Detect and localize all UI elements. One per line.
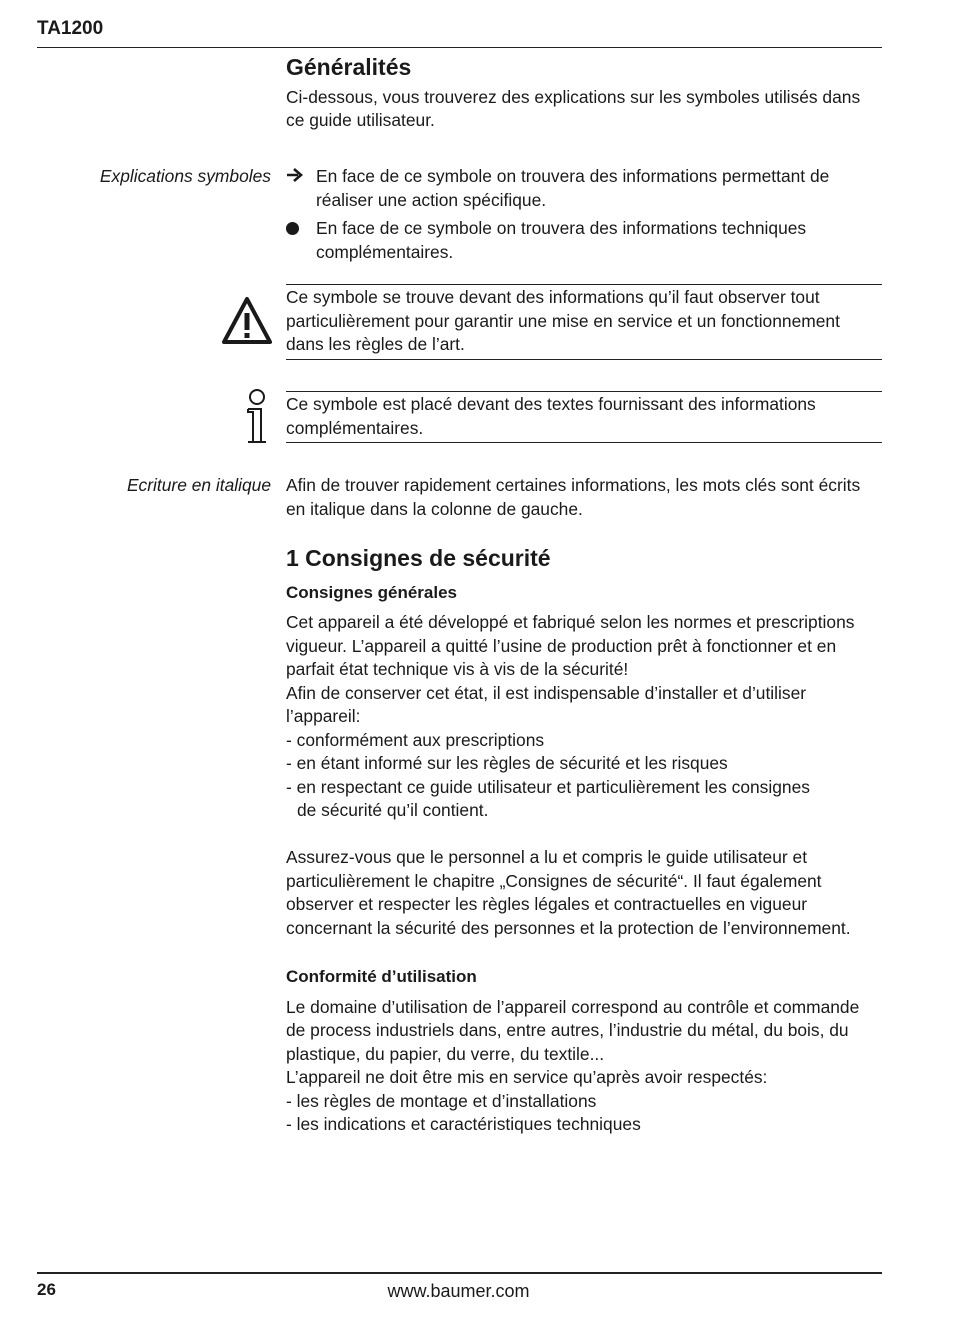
list-item: de sécurité qu’il contient. bbox=[297, 800, 489, 820]
section-generalites bbox=[286, 56, 882, 133]
general-paragraph-1: Cet appareil a été développé et fabriqué selon les normes et prescriptions vigueur. L’appareil a quitté l’usine de production prêt à fonctionner et en parfait état technique vis à vis de la sécurité! bbox=[286, 612, 855, 679]
conformite-paragraph-1: Le domaine d’utilisation de l’appareil correspond au contrôle et commande de process industriels dans, entre autres, l’industrie du métal, du bois, du plastique, du papier, du verre, du textile... bbox=[286, 996, 860, 1064]
arrow-right-icon bbox=[286, 165, 308, 192]
page-number: 26 bbox=[37, 1280, 56, 1299]
section-securite bbox=[286, 547, 882, 1137]
conformite-paragraph-2: L’appareil ne doit être mis en service qu’après avoir respectés: bbox=[286, 1067, 768, 1087]
list-item: - les règles de montage et d’installations bbox=[286, 1090, 597, 1111]
info-text: Ce symbole est placé devant des textes fournissant des informations complémentaires. bbox=[286, 394, 816, 438]
general-paragraph-2: Afin de conserver cet état, il est indispensable d’installer et d’utiliser l’appareil: bbox=[286, 682, 807, 726]
footer-rule bbox=[37, 1272, 882, 1274]
symbol-arrow-row bbox=[286, 165, 882, 212]
list-item: - conformément aux prescriptions bbox=[286, 729, 545, 750]
subheading-consignes-generales: Consignes générales bbox=[286, 582, 458, 602]
subheading-conformite: Conformité d’utilisation bbox=[286, 967, 477, 986]
info-bottom-rule bbox=[286, 442, 882, 443]
side-label-italique: Ecriture en italique bbox=[126, 475, 271, 495]
symbol-arrow-text: En face de ce symbole on trouvera des informations permettant de réaliser une action spécifique. bbox=[316, 166, 830, 210]
symbol-dot-row bbox=[286, 217, 882, 264]
section-title-securite: 1 Consignes de sécurité bbox=[286, 545, 551, 571]
warning-text: Ce symbole se trouve devant des informations qu’il faut observer tout particulièrement pour garantir une mise en service et un fonctionnement dans les règles de l’art. bbox=[286, 287, 840, 354]
list-item: - en étant informé sur les règles de sécurité et les risques bbox=[286, 753, 728, 773]
header-rule bbox=[37, 47, 882, 48]
side-label-symboles: Explications symboles bbox=[99, 166, 271, 186]
generalites-intro: Ci-dessous, vous trouverez des explications sur les symboles utilisés dans ce guide utilisateur. bbox=[286, 86, 861, 130]
warning-top-rule bbox=[286, 284, 882, 285]
info-top-rule bbox=[286, 391, 882, 392]
footer-url: www.baumer.com bbox=[387, 1281, 530, 1301]
list-item: - en respectant ce guide utilisateur et particulièrement les consignes bbox=[286, 776, 810, 797]
general-paragraph-3: Assurez-vous que le personnel a lu et compris le guide utilisateur et particulièrement le chapitre „Consignes de sécurité“. Il faut également observer et respecter les règles légales et contractuelles en vigueur concernant la sécurité des personnes et la protection de l’environnement. bbox=[286, 847, 851, 938]
bullet-dot-icon bbox=[286, 217, 308, 242]
warning-triangle-icon bbox=[222, 296, 272, 351]
warning-bottom-rule bbox=[286, 359, 882, 360]
document-product-title: TA1200 bbox=[37, 18, 104, 39]
symbol-dot-text: En face de ce symbole on trouvera des informations techniques complémentaires. bbox=[316, 218, 807, 262]
list-item: - les indications et caractéristiques techniques bbox=[286, 1114, 641, 1134]
info-i-icon bbox=[242, 387, 272, 452]
section-title-generalites: Généralités bbox=[286, 54, 412, 80]
italique-text: Afin de trouver rapidement certaines informations, les mots clés sont écrits en italique dans la colonne de gauche. bbox=[286, 475, 861, 519]
